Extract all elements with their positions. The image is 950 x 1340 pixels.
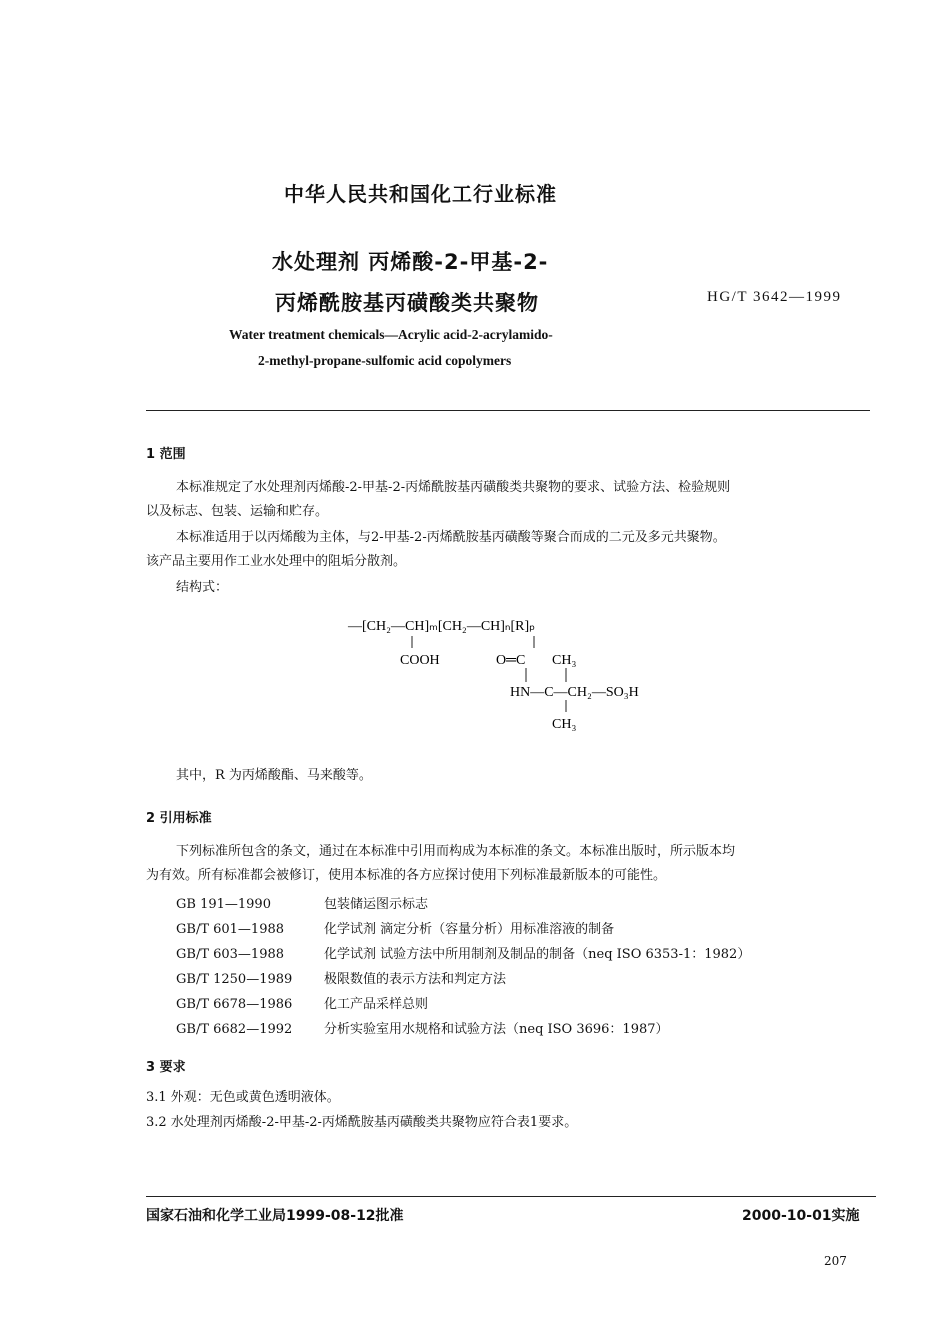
reference-item <box>176 893 428 912</box>
formula-hn-chain: HN—C—CH₂—SO₃H <box>510 685 639 700</box>
approval-text: 国家石油和化学工业局1999-08-12批准 <box>146 1208 404 1224</box>
formula-carbonyl: O═C <box>496 653 526 668</box>
reference-title: 化学试剂 试验方法中所用制剂及制品的制备（neq ISO 6353-1：1982） <box>324 947 751 962</box>
footer-divider <box>146 1196 876 1197</box>
page-number: 207 <box>824 1254 847 1268</box>
reference-code: GB/T 603—1988 <box>176 947 285 962</box>
section2-heading: 2 引用标准 <box>146 811 212 826</box>
reference-code: GB/T 1250—1989 <box>176 972 293 987</box>
section1-p1-line2: 以及标志、包装、运输和贮存。 <box>146 504 329 519</box>
reference-item <box>176 1018 669 1037</box>
section1-note: 其中，R 为丙烯酸酯、马来酸等。 <box>176 768 372 783</box>
formula-ch3-top: CH₃ <box>552 653 577 668</box>
reference-title: 极限数值的表示方法和判定方法 <box>324 972 507 987</box>
reference-code: GB/T 6678—1986 <box>176 997 293 1012</box>
section3-item2: 3.2 水处理剂丙烯酸-2-甲基-2-丙烯酰胺基丙磺酸类共聚物应符合表1要求。 <box>146 1115 578 1130</box>
section1-heading: 1 范围 <box>146 447 186 462</box>
reference-title: 分析实验室用水规格和试验方法（neq ISO 3696：1987） <box>324 1022 669 1037</box>
reference-code: GB/T 6682—1992 <box>176 1022 293 1037</box>
reference-code: GB 191—1990 <box>176 897 271 912</box>
section2-p1-line1: 下列标准所包含的条文，通过在本标准中引用而构成为本标准的条文。本标准出版时，所示版本均 <box>176 844 736 859</box>
structural-formula <box>340 612 680 742</box>
header-divider <box>146 410 870 411</box>
section3-heading: 3 要求 <box>146 1060 186 1075</box>
standard-code: HG/T 3642—1999 <box>707 289 842 305</box>
effective-date: 2000-10-01实施 <box>742 1208 860 1224</box>
section1-p2-line1: 本标准适用于以丙烯酸为主体，与2-甲基-2-丙烯酰胺基丙磺酸等聚合而成的二元及多元共聚物。 <box>176 530 726 545</box>
formula-cooh: COOH <box>400 653 440 668</box>
reference-item <box>176 918 614 937</box>
section2-p1-line2: 为有效。所有标准都会被修订，使用本标准的各方应探讨使用下列标准最新版本的可能性。 <box>146 868 667 883</box>
reference-title: 化工产品采样总则 <box>324 997 429 1012</box>
structure-label: 结构式： <box>176 580 229 595</box>
formula-ch3-bottom: CH₃ <box>552 717 577 732</box>
title-en-line1: Water treatment chemicals—Acrylic acid-2-acrylamido- <box>229 327 553 342</box>
org-title: 中华人民共和国化工行业标准 <box>284 182 557 206</box>
reference-item <box>176 968 506 987</box>
section1-p2-line2: 该产品主要用作工业水处理中的阻垢分散剂。 <box>146 554 407 569</box>
section3-item1: 3.1 外观：无色或黄色透明液体。 <box>146 1090 340 1105</box>
formula-main-chain: —[CH₂—CH]ₘ[CH₂—CH]ₙ[R]ₚ <box>348 619 536 634</box>
reference-item <box>176 993 428 1012</box>
reference-title: 化学试剂 滴定分析（容量分析）用标准溶液的制备 <box>324 922 615 937</box>
reference-title: 包装储运图示标志 <box>324 897 429 912</box>
title-cn-line1: 水处理剂 丙烯酸-2-甲基-2- <box>272 250 549 274</box>
title-cn-line2: 丙烯酰胺基丙磺酸类共聚物 <box>275 291 539 315</box>
section1-p1-line1: 本标准规定了水处理剂丙烯酸-2-甲基-2-丙烯酰胺基丙磺酸类共聚物的要求、试验方法、检验规则 <box>176 480 731 495</box>
reference-item <box>176 943 750 962</box>
title-en-line2: 2-methyl-propane-sulfomic acid copolymers <box>258 353 512 368</box>
reference-code: GB/T 601—1988 <box>176 922 285 937</box>
